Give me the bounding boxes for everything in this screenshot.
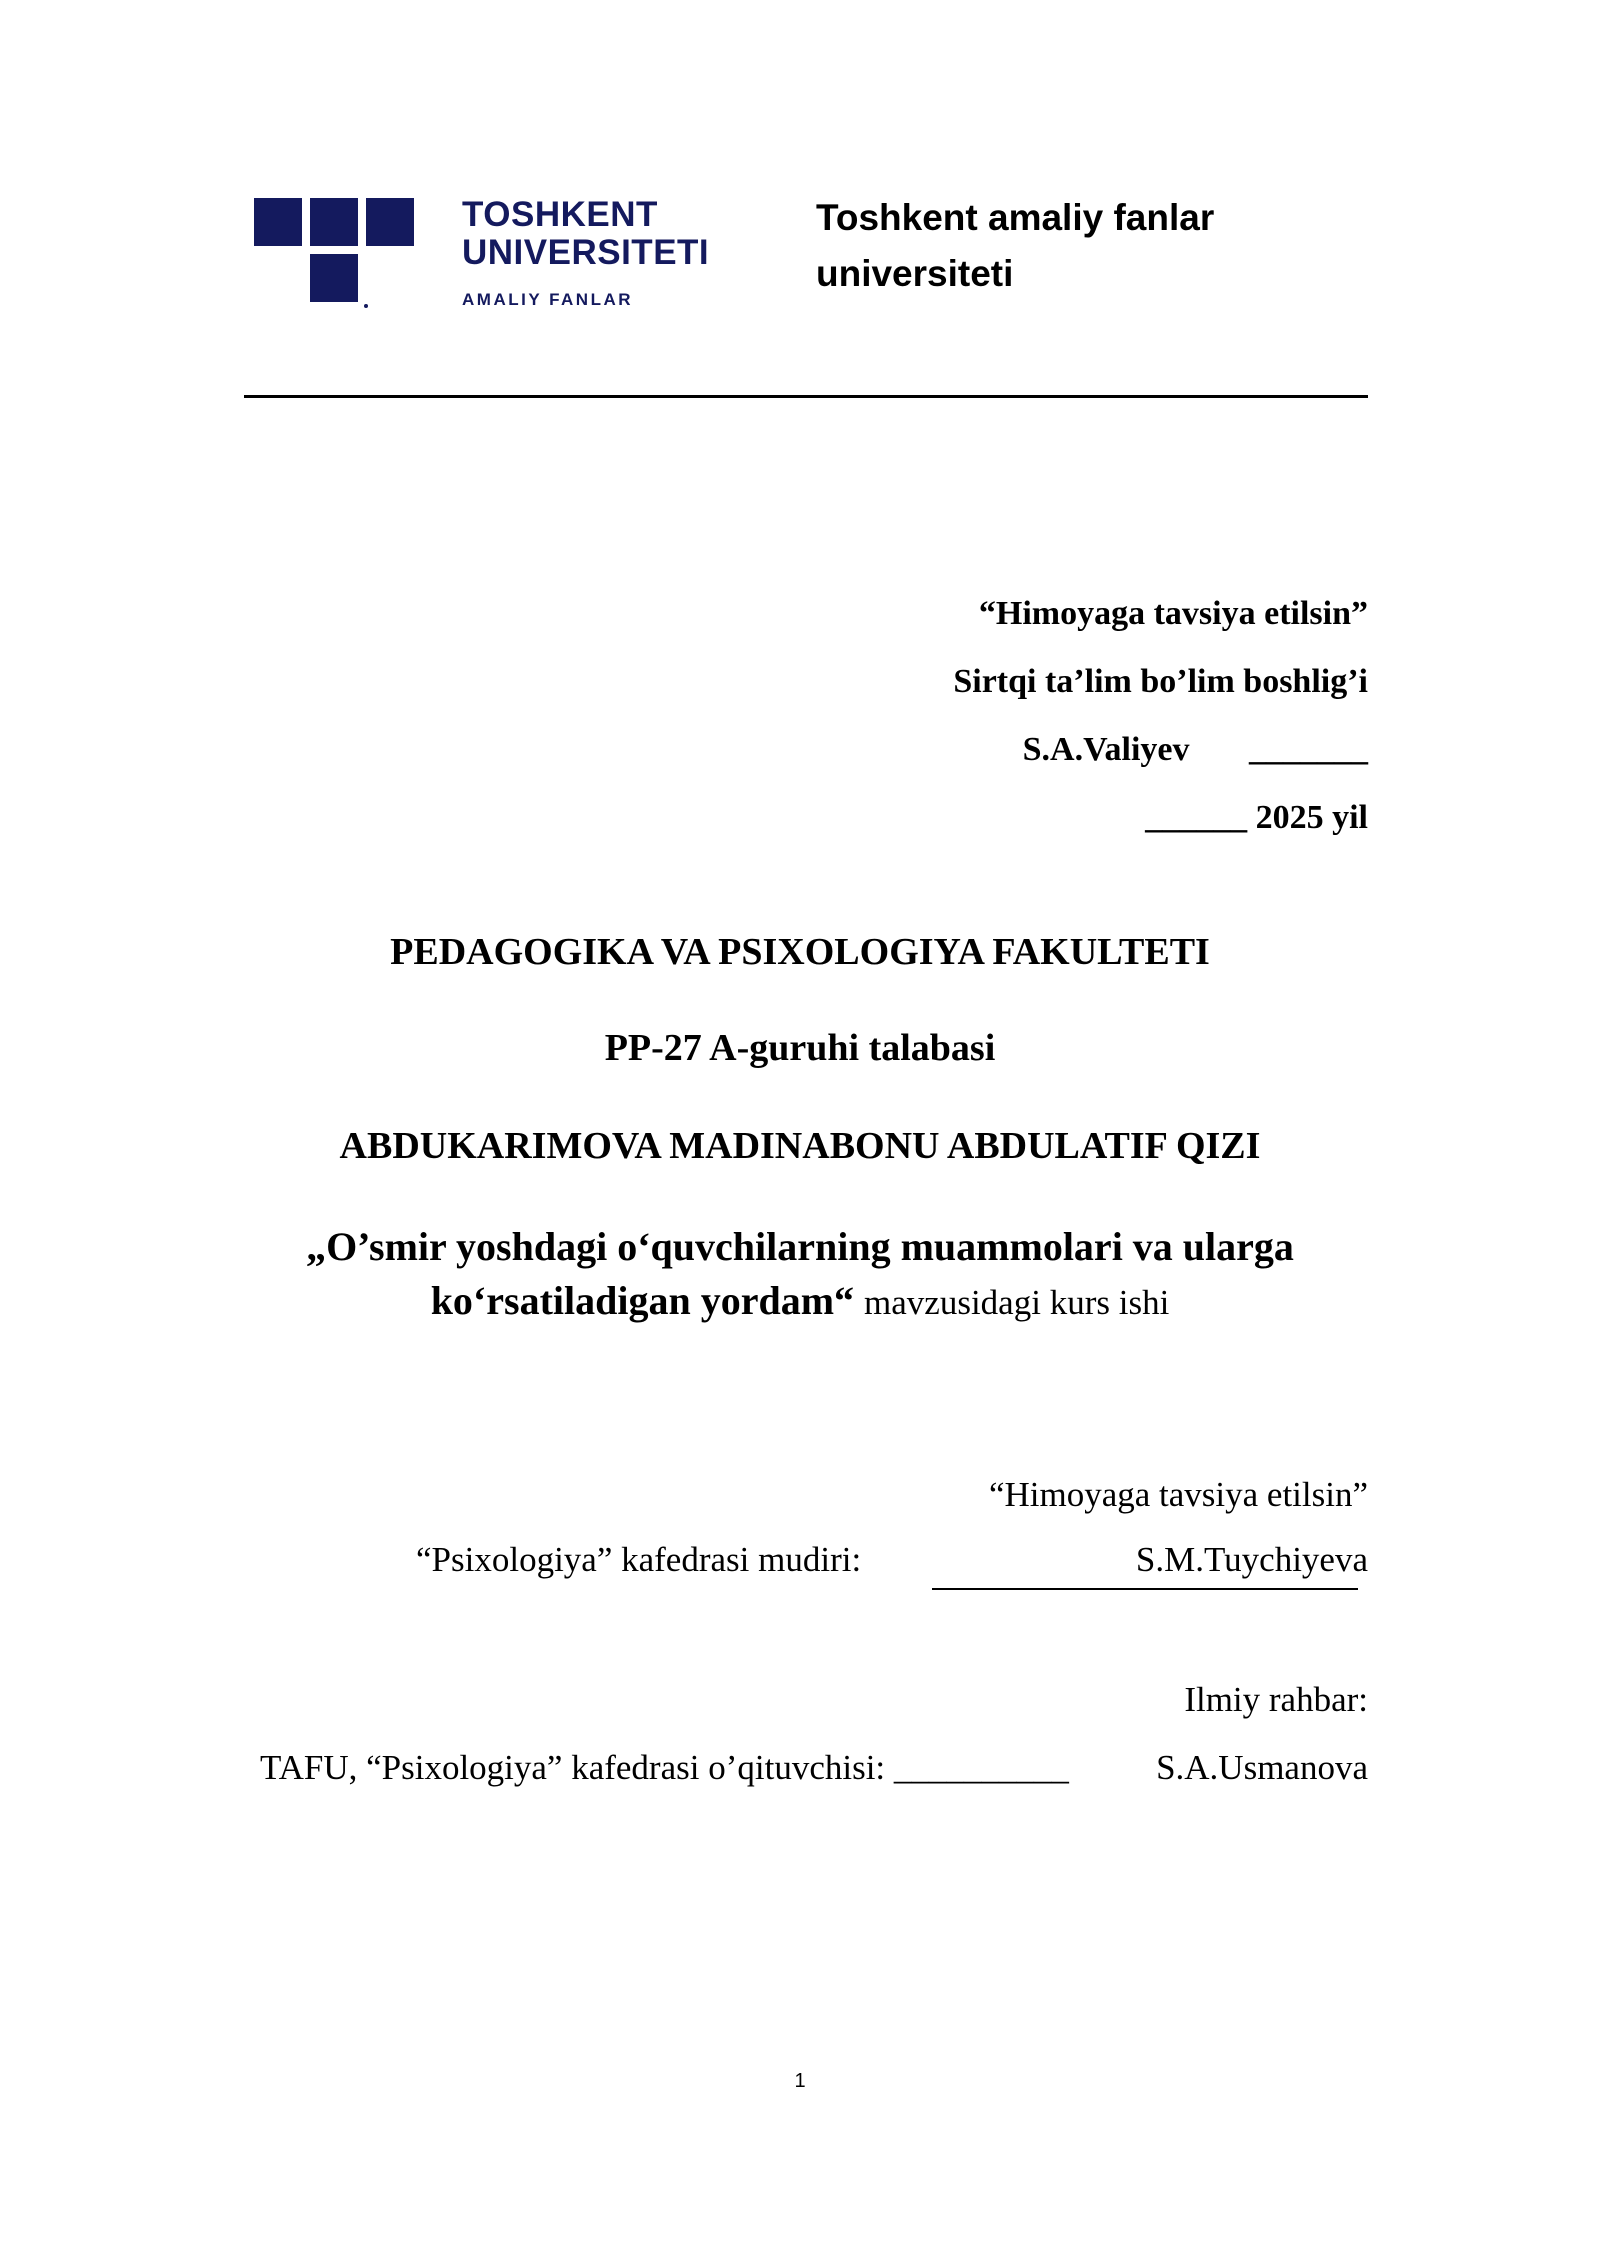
page-number: 1 (794, 2070, 806, 2092)
signature-line (932, 1588, 1358, 1590)
university-name: Toshkent amaliy fanlar universiteti (816, 197, 1215, 294)
department-head-label: “Psixologiya” kafedrasi mudiri: (416, 1540, 862, 1579)
logo-mark-icon (254, 198, 414, 312)
faculty-title: PEDAGOGIKA VA PSIXOLOGIYA FAKULTETI (390, 931, 1210, 973)
logo-line-3: AMALIY FANLAR (462, 290, 634, 309)
topic-title: „O’smir yoshdagi o‘quvchilarning muammolari va ularga ko‘rsatiladigan yordam“ (306, 1224, 1294, 1323)
approval-bottom-quote: “Himoyaga tavsiya etilsin” (988, 1475, 1368, 1514)
approval-top-block (953, 584, 1368, 856)
department-head-name: S.M.Tuychiyeva (1135, 1540, 1368, 1579)
advisor-label: Ilmiy rahbar: (1184, 1680, 1368, 1719)
approval-signatory: S.A.Valiyev _______ (1022, 731, 1368, 768)
university-logo (254, 195, 724, 316)
advisor-position: TAFU, “Psixologiya” kafedrasi o’qituvchisi: __________ (260, 1748, 1069, 1787)
approval-date: ______ 2025 yil (1145, 799, 1368, 836)
student-name: ABDUKARIMOVA MADINABONU ABDULATIF QIZI (339, 1125, 1261, 1167)
group-title: PP-27 A-guruhi talabasi (604, 1027, 996, 1069)
approval-quote: “Himoyaga tavsiya etilsin” (978, 595, 1368, 632)
approval-position: Sirtqi ta’lim bo’lim boshlig’i (953, 663, 1368, 700)
logo-line-1: TOSHKENT (462, 195, 658, 234)
department-head-row (416, 1540, 1368, 1592)
logo-line-2: UNIVERSITETI (462, 233, 710, 272)
header-divider (244, 395, 1368, 398)
work-topic (232, 1220, 1368, 1330)
logo-wordmark (462, 196, 709, 310)
advisor-name: S.A.Usmanova (1156, 1748, 1368, 1787)
topic-suffix: mavzusidagi kurs ishi (864, 1283, 1170, 1322)
